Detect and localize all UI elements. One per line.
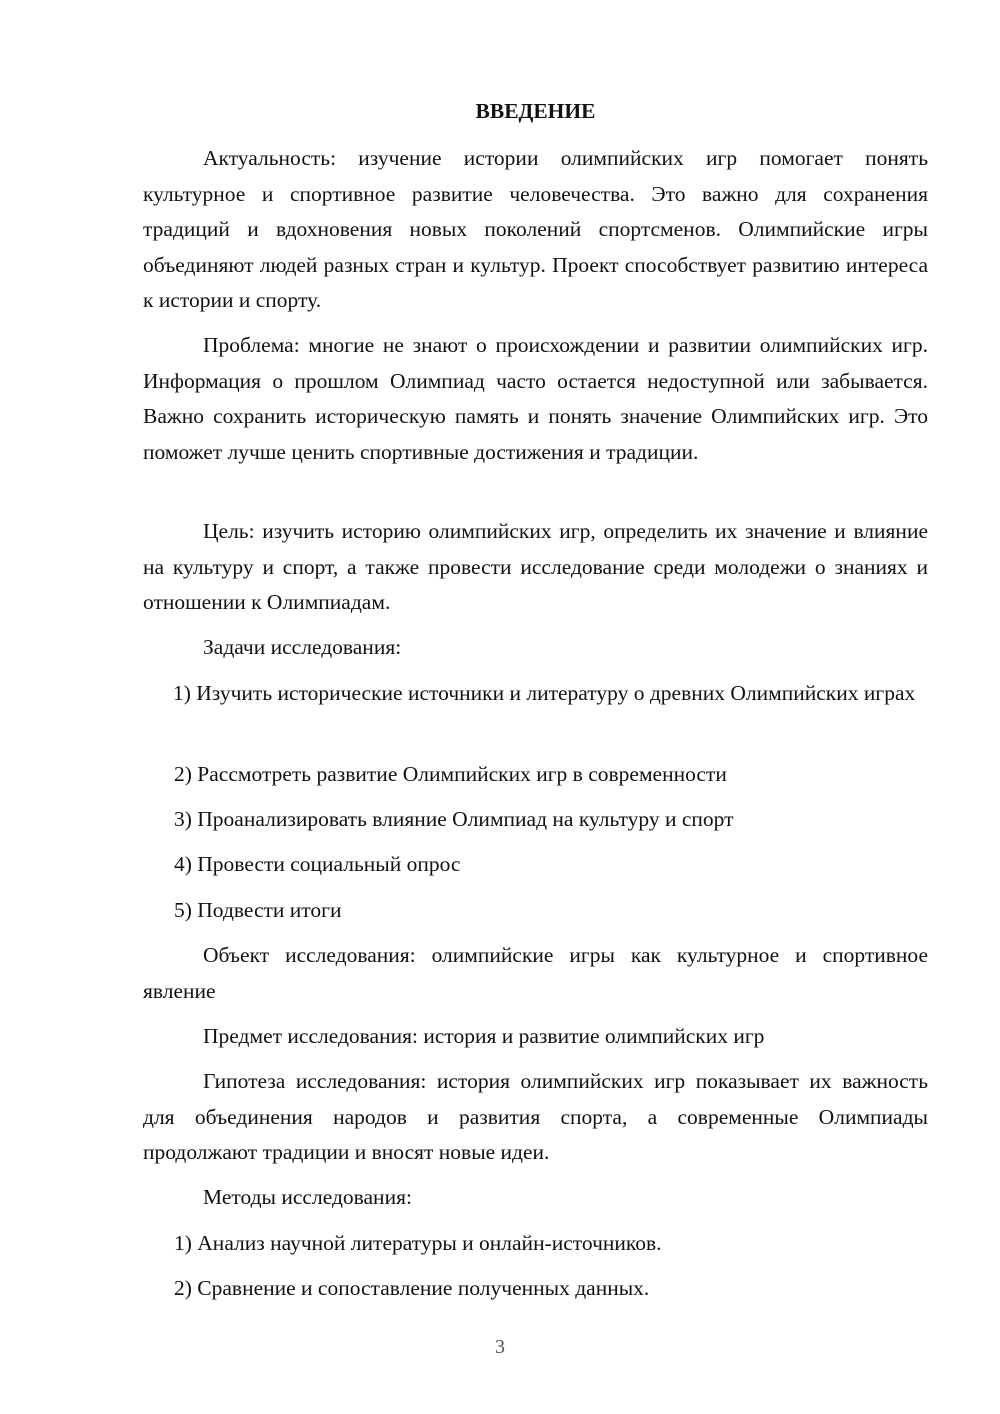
task-item-2: 2) Рассмотреть развитие Олимпийских игр в современности: [174, 762, 727, 786]
task-item-1: 1) Изучить исторические источники и литературу о древних Олимпийских играх: [173, 681, 916, 705]
method-item-1: 1) Анализ научной литературы и онлайн-источников.: [174, 1231, 662, 1255]
goal-paragraph: Цель: изучить историю олимпийских игр, определить их значение и влияние на культуру и спорт, а также провести исследование среди молодежи о знаниях и отношении к Олимпиадам.: [143, 519, 928, 614]
task-item-5: 5) Подвести итоги: [174, 898, 342, 922]
problem-paragraph: Проблема: многие не знают о происхождении и развитии олимпийских игр. Информация о прошлом Олимпиад часто остается недоступной или забывается. Важно сохранить историческую память и понять значение Олимпийских игр. Это поможет лучше ценить спортивные достижения и традиции.: [143, 333, 928, 464]
page-number: 3: [495, 1336, 505, 1358]
subject-paragraph: Предмет исследования: история и развитие олимпийских игр: [203, 1024, 765, 1048]
task-item-3: 3) Проанализировать влияние Олимпиад на культуру и спорт: [174, 807, 734, 831]
tasks-heading: Задачи исследования:: [203, 635, 402, 659]
page-title: ВВЕДЕНИЕ: [475, 99, 596, 123]
methods-heading: Методы исследования:: [203, 1185, 412, 1209]
object-paragraph: Объект исследования: олимпийские игры как культурное и спортивное явление: [143, 943, 928, 1003]
task-item-4: 4) Провести социальный опрос: [174, 852, 461, 876]
hypothesis-paragraph: Гипотеза исследования: история олимпийских игр показывает их важность для объединения народов и развития спорта, а современные Олимпиады продолжают традиции и вносят новые идеи.: [143, 1069, 928, 1164]
method-item-2: 2) Сравнение и сопоставление полученных данных.: [174, 1276, 650, 1300]
relevance-paragraph: Актуальность: изучение истории олимпийских игр помогает понять культурное и спортивное развитие человечества. Это важно для сохранения традиций и вдохновения новых поколений спортсменов. Олимпийские игры объединяют людей разных стран и культур. Проект способствует развитию интереса к истории и спорту.: [143, 146, 928, 312]
